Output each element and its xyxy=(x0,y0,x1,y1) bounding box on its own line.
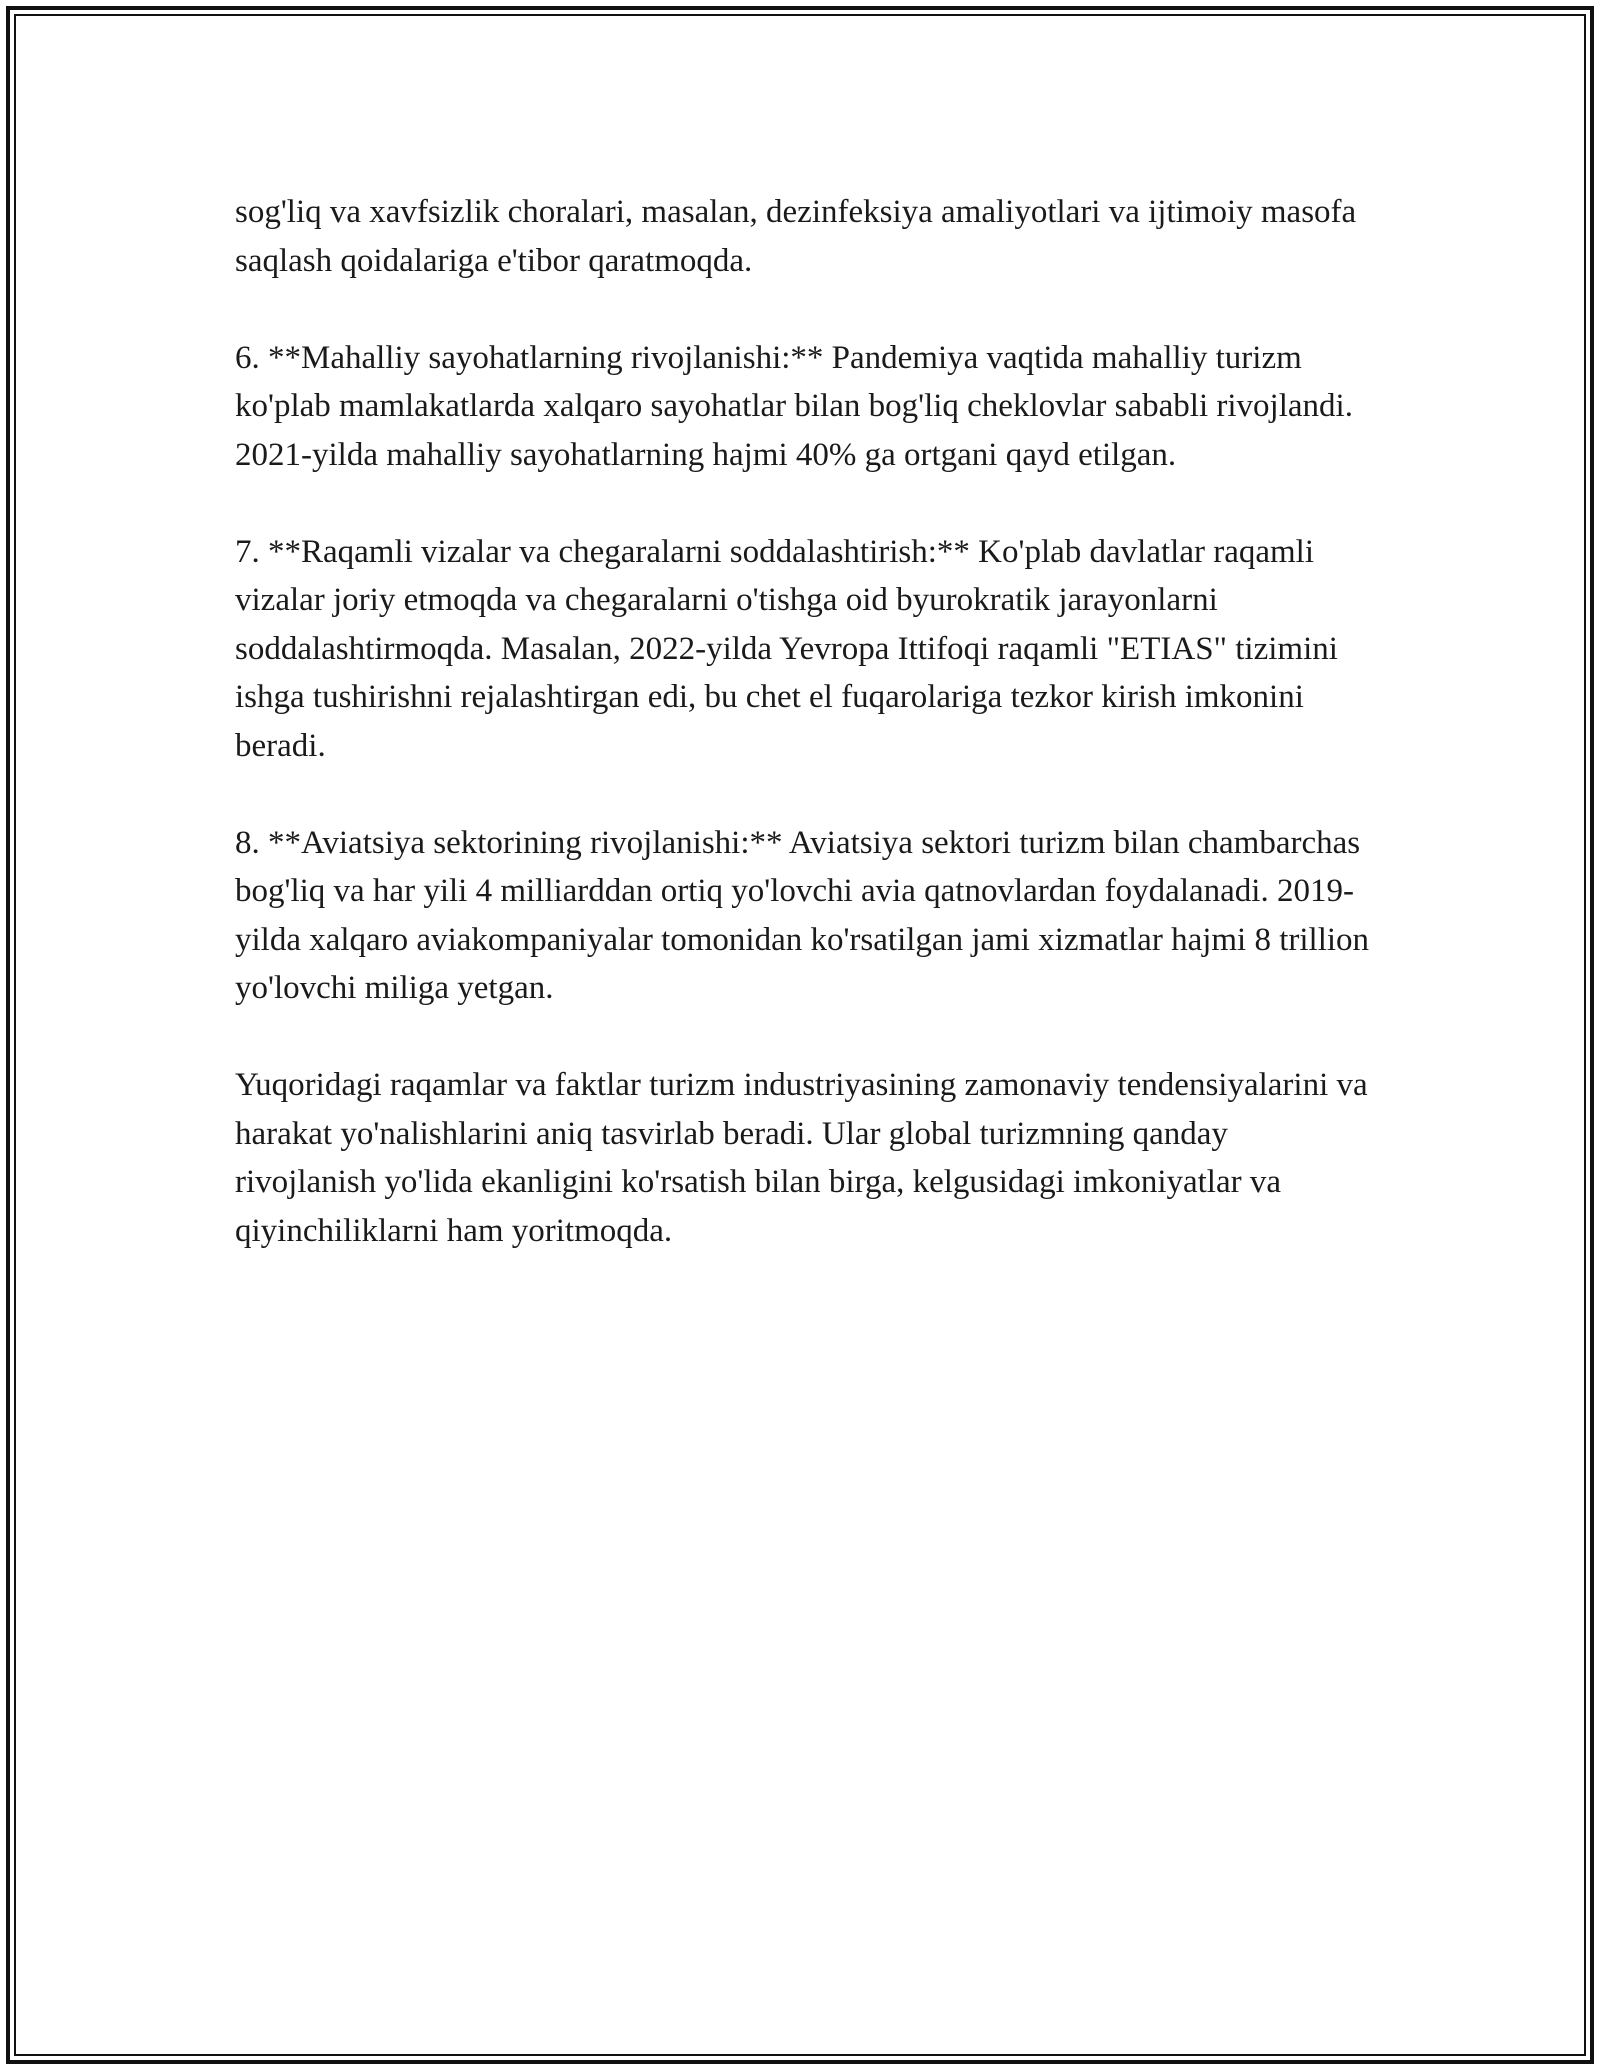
paragraph-item-8: 8. **Aviatsiya sektorining rivojlanishi:** Aviatsiya sektori turizm bilan chambarchas bog'liq va har yili 4 milliarddan ortiq yo'lovchi avia qatnovlardan foydalanadi. 2019-yilda xalqaro aviakompaniyalar tomonidan ko'rsatilgan jami xizmatlar hajmi 8 trillion yo'lovchi miliga yetgan. xyxy=(235,824,1370,1006)
paragraph-conclusion: Yuqoridagi raqamlar va faktlar turizm industriyasining zamonaviy tendensiyalarini va harakat yo'nalishlarini aniq tasvirlab beradi. Ular global turizmning qanday rivojlanish yo'lida ekanligini ko'rsatish bilan birga, kelgusidagi imkoniyatlar va qiyinchiliklarni ham yoritmoqda. xyxy=(235,1067,1368,1249)
paragraph-item-7: 7. **Raqamli vizalar va chegaralarni soddalashtirish:** Ko'plab davlatlar raqamli vizalar joriy etmoqda va chegaralarni o'tishga oid byurokratik jarayonlarni soddalashtirmoqda. Masalan, 2022-yilda Yevropa Ittifoqi raqamli "ETIAS" tizimini ishga tushirishni rejalashtirgan edi, bu chet el fuqarolariga tezkor kirish imkonini beradi. xyxy=(235,533,1338,764)
document-body xyxy=(235,188,1375,1304)
paragraph-item-6: 6. **Mahalliy sayohatlarning rivojlanishi:** Pandemiya vaqtida mahalliy turizm ko'plab mamlakatlarda xalqaro sayohatlar bilan bog'liq cheklovlar sababli rivojlandi. 2021-yilda mahalliy sayohatlarning hajmi 40% ga ortgani qayd etilgan. xyxy=(235,339,1353,473)
paragraph-continuation: sog'liq va xavfsizlik choralari, masalan, dezinfeksiya amaliyotlari va ijtimoiy masofa saqlash qoidalariga e'tibor qaratmoqda. xyxy=(235,194,1357,279)
